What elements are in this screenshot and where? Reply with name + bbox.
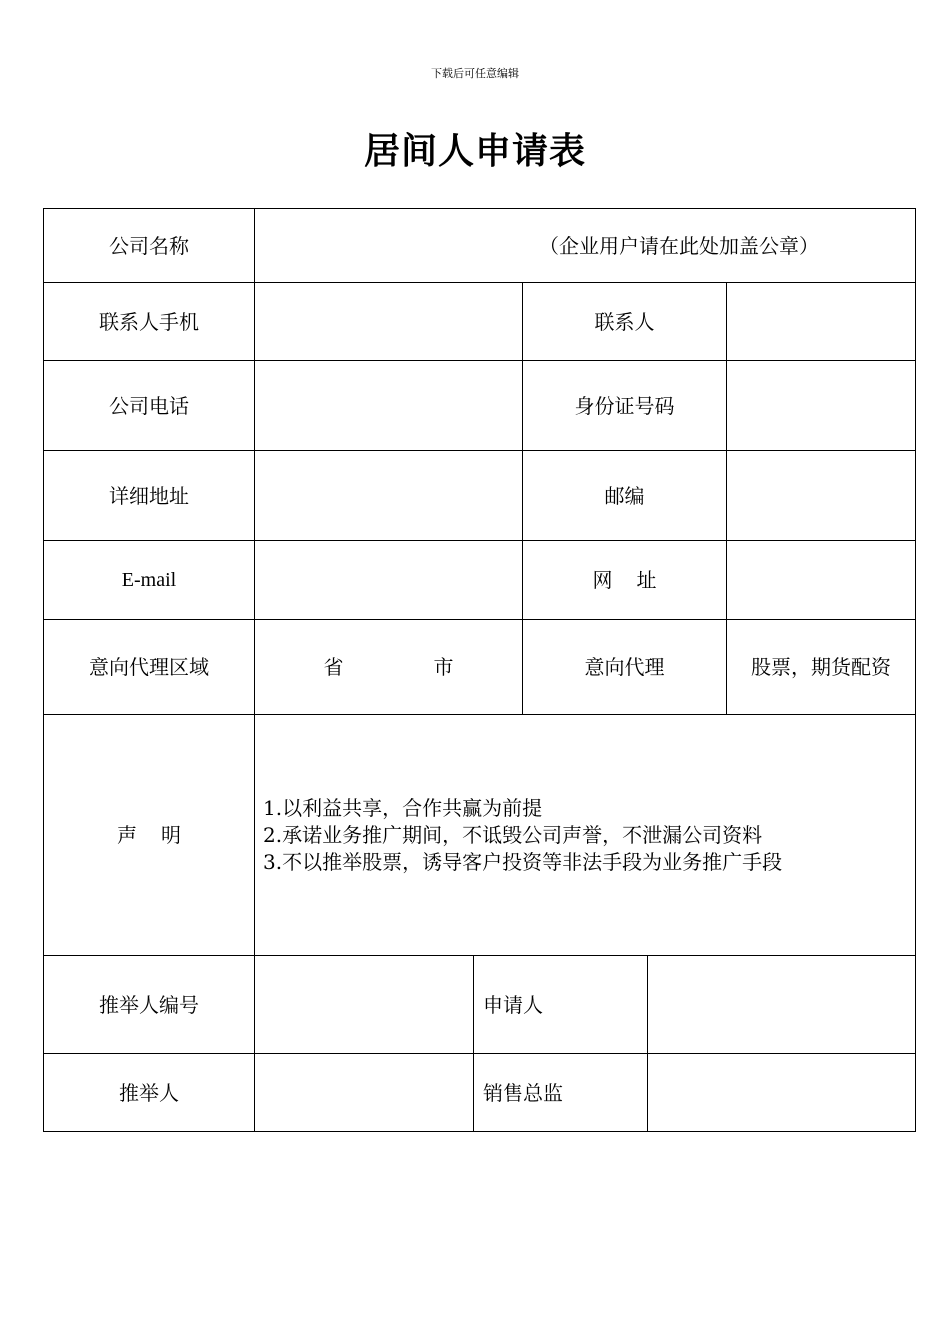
statement-content xyxy=(255,715,916,956)
statement-list xyxy=(255,795,915,876)
statement-item: 1.以利益共享，合作共赢为前提 xyxy=(263,795,543,820)
postcode-label: 邮编 xyxy=(523,451,727,541)
row-referrer xyxy=(44,1054,916,1132)
email-label: E-mail xyxy=(44,541,255,620)
website-label-part1: 网 xyxy=(592,568,613,592)
referrer-id-field[interactable] xyxy=(255,956,474,1054)
statement-item: 2.承诺业务推广期间，不诋毁公司声誉，不泄漏公司资料 xyxy=(263,822,763,847)
header-note: 下载后可任意编辑 xyxy=(431,67,519,80)
applicant-field[interactable] xyxy=(648,956,916,1054)
row-agency xyxy=(44,620,916,715)
contact-phone-label: 联系人手机 xyxy=(44,283,255,361)
statement-item: 3.不以推举股票，诱导客户投资等非法手段为业务推广手段 xyxy=(263,849,783,874)
address-label: 详细地址 xyxy=(44,451,255,541)
company-phone-label: 公司电话 xyxy=(44,361,255,451)
referrer-label: 推举人 xyxy=(44,1054,255,1132)
address-field[interactable] xyxy=(255,451,523,541)
agency-region-field[interactable] xyxy=(255,620,523,715)
row-referrer-id xyxy=(44,956,916,1054)
contact-person-label: 联系人 xyxy=(523,283,727,361)
application-form-table xyxy=(43,208,916,1132)
statement-label-part1: 声 xyxy=(117,823,137,847)
province-label: 省 xyxy=(323,655,344,679)
id-number-label: 身份证号码 xyxy=(523,361,727,451)
company-phone-field[interactable] xyxy=(255,361,523,451)
website-field[interactable] xyxy=(727,541,916,620)
website-label xyxy=(523,541,727,620)
referrer-id-label: 推举人编号 xyxy=(44,956,255,1054)
statement-label xyxy=(44,715,255,956)
email-field[interactable] xyxy=(255,541,523,620)
stamp-note: （企业用户请在此处加盖公章） xyxy=(539,233,820,258)
row-email xyxy=(44,541,916,620)
postcode-field[interactable] xyxy=(727,451,916,541)
row-contact xyxy=(44,283,916,361)
referrer-field[interactable] xyxy=(255,1054,474,1132)
statement-label-part2: 明 xyxy=(161,823,181,847)
applicant-label: 申请人 xyxy=(474,956,648,1054)
agency-product-value: 股票，期货配资 xyxy=(727,620,916,715)
contact-phone-field[interactable] xyxy=(255,283,523,361)
row-address xyxy=(44,451,916,541)
row-company-phone xyxy=(44,361,916,451)
city-label: 市 xyxy=(433,655,454,679)
agency-product-label: 意向代理 xyxy=(523,620,727,715)
sales-director-field[interactable] xyxy=(648,1054,916,1132)
agency-region-label: 意向代理区域 xyxy=(44,620,255,715)
row-statement xyxy=(44,715,916,956)
row-company-name xyxy=(44,209,916,283)
id-number-field[interactable] xyxy=(727,361,916,451)
company-name-label: 公司名称 xyxy=(44,209,255,283)
sales-director-label: 销售总监 xyxy=(474,1054,648,1132)
contact-person-field[interactable] xyxy=(727,283,916,361)
website-label-part2: 址 xyxy=(636,568,657,592)
page-title: 居间人申请表 xyxy=(363,131,586,172)
company-name-field[interactable] xyxy=(255,209,916,283)
